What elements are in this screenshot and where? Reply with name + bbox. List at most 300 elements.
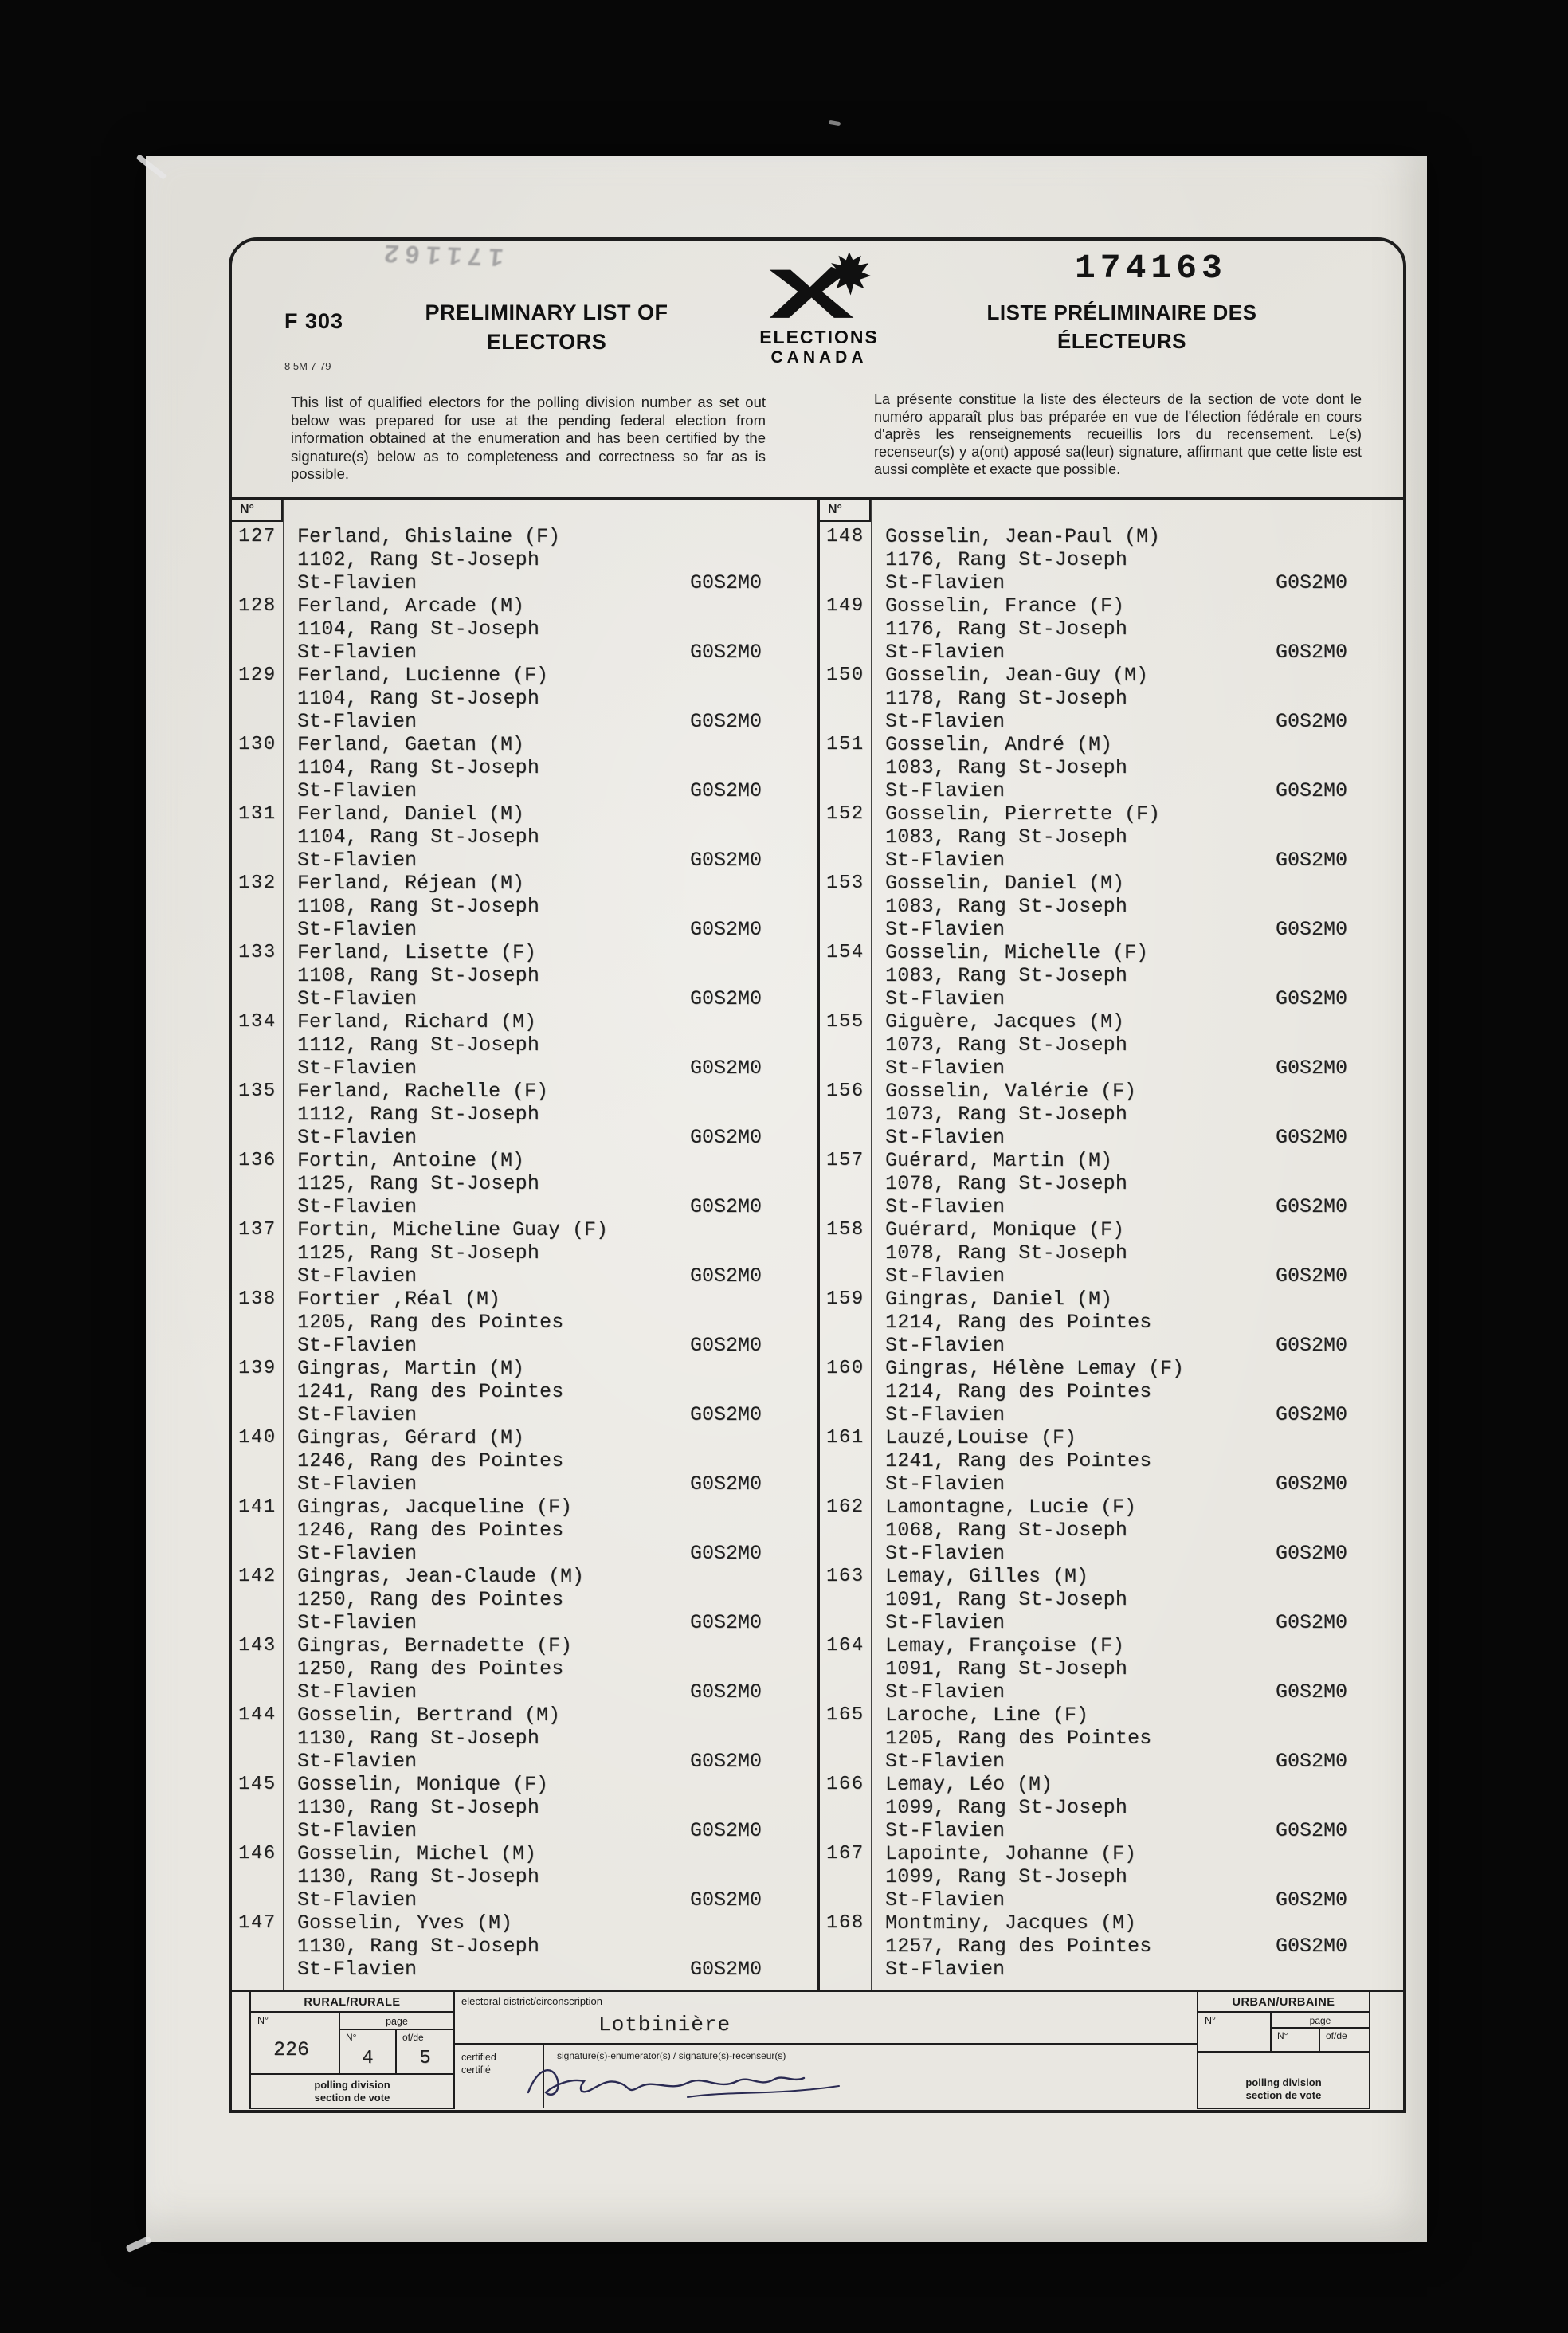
- elector-city: St-Flavien: [297, 710, 417, 733]
- elector-postal: G0S2M0: [1275, 918, 1347, 941]
- elector-address: 1246, Rang des Pointes: [297, 1449, 564, 1472]
- elector-postal: G0S2M0: [1275, 1265, 1347, 1288]
- elector-postal: G0S2M0: [1275, 1888, 1347, 1911]
- urban-page-no-label: N°: [1277, 2030, 1288, 2041]
- rural-polling-line1: polling division: [314, 2079, 390, 2091]
- elector-entry: [820, 525, 1403, 594]
- elector-entry: [820, 1911, 1403, 1981]
- elector-number: 142: [238, 1566, 276, 1587]
- elector-name: Gingras, Hélène Lemay (F): [885, 1357, 1185, 1380]
- elector-number: 159: [826, 1288, 864, 1310]
- elector-entry: [232, 1496, 817, 1565]
- elector-entry: [232, 1634, 817, 1704]
- elector-name: Gingras, Jacqueline (F): [297, 1496, 573, 1519]
- elector-postal: G0S2M0: [1275, 710, 1347, 733]
- elector-postal: G0S2M0: [689, 710, 762, 733]
- elector-postal: G0S2M0: [689, 571, 762, 594]
- rural-page-label: page: [340, 2013, 453, 2030]
- elector-name: Ferland, Ghislaine (F): [297, 525, 561, 548]
- elector-entry: [820, 1357, 1403, 1426]
- rural-page-no-label: N°: [346, 2032, 357, 2043]
- elector-number: 156: [826, 1080, 864, 1102]
- elector-postal: G0S2M0: [1275, 1403, 1347, 1426]
- elector-number: 153: [826, 872, 864, 894]
- urban-polling-line2: section de vote: [1245, 2089, 1322, 2101]
- elector-postal: G0S2M0: [1275, 1472, 1347, 1496]
- elector-entry: [232, 1773, 817, 1842]
- elector-name: Gosselin, Pierrette (F): [885, 802, 1161, 825]
- title-french-line1: LISTE PRÉLIMINAIRE DES: [986, 300, 1257, 324]
- elector-entry: [820, 1634, 1403, 1704]
- elector-city: St-Flavien: [885, 1680, 1005, 1704]
- elector-number: 151: [826, 734, 864, 755]
- elector-entry: [820, 1080, 1403, 1149]
- elector-name: Ferland, Arcade (M): [297, 594, 525, 618]
- elector-city: St-Flavien: [885, 1611, 1005, 1634]
- elector-address: 1130, Rang St-Joseph: [297, 1796, 540, 1819]
- elector-city: St-Flavien: [885, 779, 1005, 802]
- elector-name: Gingras, Gérard (M): [297, 1426, 525, 1449]
- elector-city: St-Flavien: [297, 1057, 417, 1080]
- elector-address: 1083, Rang St-Joseph: [885, 964, 1128, 987]
- elector-city: St-Flavien: [885, 1265, 1005, 1288]
- elector-postal: G0S2M0: [689, 1057, 762, 1080]
- elector-address: 1250, Rang des Pointes: [297, 1588, 564, 1611]
- urban-section: [1197, 1992, 1370, 2109]
- elector-postal: G0S2M0: [689, 1334, 762, 1357]
- elector-postal: G0S2M0: [689, 1265, 762, 1288]
- elector-address: 1102, Rang St-Joseph: [297, 548, 540, 571]
- elector-postal: G0S2M0: [1275, 1935, 1347, 1958]
- urban-polling-line1: polling division: [1245, 2076, 1322, 2088]
- logo-text-line2: CANADA: [770, 348, 868, 367]
- elector-address: 1125, Rang St-Joseph: [297, 1241, 540, 1265]
- elector-postal: G0S2M0: [689, 1680, 762, 1704]
- elector-number: 163: [826, 1566, 864, 1587]
- rural-polling-line2: section de vote: [314, 2092, 390, 2104]
- elector-address: 1214, Rang des Pointes: [885, 1380, 1152, 1403]
- elector-name: Gosselin, Monique (F): [297, 1773, 549, 1796]
- elector-name: Gosselin, Jean-Paul (M): [885, 525, 1161, 548]
- elector-name: Giguère, Jacques (M): [885, 1010, 1125, 1033]
- elector-address: 1112, Rang St-Joseph: [297, 1033, 540, 1057]
- elector-postal: G0S2M0: [1275, 1057, 1347, 1080]
- elector-entry: [820, 1288, 1403, 1357]
- elector-postal: G0S2M0: [689, 1126, 762, 1149]
- rural-page-no-cell: [340, 2030, 397, 2073]
- elector-postal: G0S2M0: [1275, 1611, 1347, 1634]
- certified-line2: certifié: [461, 2064, 491, 2076]
- elector-city: St-Flavien: [297, 1265, 417, 1288]
- elector-name: Gosselin, Michel (M): [297, 1842, 537, 1865]
- elector-entry: [232, 941, 817, 1010]
- elector-entry: [232, 1080, 817, 1149]
- urban-polling-label: [1198, 2051, 1369, 2108]
- elector-address: 1091, Rang St-Joseph: [885, 1657, 1128, 1680]
- enumerator-signature: [517, 2057, 884, 2107]
- rural-number-row: [251, 2013, 453, 2075]
- urban-number-cell: [1198, 2013, 1272, 2051]
- elector-entry: [232, 1842, 817, 1911]
- elector-entry: [232, 594, 817, 664]
- elector-city: St-Flavien: [885, 571, 1005, 594]
- elector-postal: G0S2M0: [1275, 1819, 1347, 1842]
- elector-address: 1214, Rang des Pointes: [885, 1311, 1152, 1334]
- elector-number: 148: [826, 526, 864, 547]
- elector-entry: [820, 1496, 1403, 1565]
- elector-address: 1108, Rang St-Joseph: [297, 895, 540, 918]
- elector-address: 1104, Rang St-Joseph: [297, 825, 540, 849]
- elector-number: 141: [238, 1496, 276, 1518]
- elector-postal: G0S2M0: [1275, 1680, 1347, 1704]
- elector-city: St-Flavien: [297, 1750, 417, 1773]
- elector-number: 143: [238, 1635, 276, 1657]
- intro-paragraph-english: This list of qualified electors for the polling division number as set out below was prepared for use at the pending federal election from information obtained at the enumeration and has been certified by the signature(s) below as to completeness and correctness so far as is possible.: [291, 394, 766, 482]
- urban-no-label: N°: [1205, 2015, 1217, 2026]
- elector-entry: [232, 1911, 817, 1981]
- rural-polling-label: [251, 2075, 453, 2104]
- district-label: electoral district/circonscription: [461, 1995, 603, 2007]
- elector-entry: [232, 1218, 817, 1288]
- elector-address: 1125, Rang St-Joseph: [297, 1172, 540, 1195]
- rural-number-cell: [251, 2013, 340, 2073]
- elector-address: 1250, Rang des Pointes: [297, 1657, 564, 1680]
- urban-page-label: page: [1272, 2013, 1369, 2029]
- urban-page-cell: [1272, 2013, 1369, 2051]
- print-code: 8 5M 7-79: [284, 360, 331, 372]
- form-footer: [232, 1990, 1403, 2110]
- elector-postal: G0S2M0: [1275, 641, 1347, 664]
- elector-postal: G0S2M0: [1275, 1126, 1347, 1149]
- elector-name: Ferland, Lucienne (F): [297, 664, 549, 687]
- elector-city: St-Flavien: [297, 918, 417, 941]
- elector-number: 128: [238, 595, 276, 617]
- elector-number: 140: [238, 1427, 276, 1449]
- elector-name: Gosselin, Bertrand (M): [297, 1704, 561, 1727]
- rural-section: [249, 1992, 455, 2109]
- elector-number: 146: [238, 1843, 276, 1864]
- elector-number: 137: [238, 1219, 276, 1241]
- elector-address: 1104, Rang St-Joseph: [297, 756, 540, 779]
- urban-page-subrow: [1272, 2029, 1369, 2051]
- elector-city: St-Flavien: [297, 1195, 417, 1218]
- elections-canada-logo-icon: [759, 252, 880, 330]
- elector-city: St-Flavien: [885, 987, 1005, 1010]
- elections-canada-logo: [751, 252, 887, 367]
- serial-number: 174163: [1075, 249, 1227, 288]
- elector-name: Ferland, Daniel (M): [297, 802, 525, 825]
- elector-number: 134: [238, 1011, 276, 1033]
- elector-name: Lemay, Léo (M): [885, 1773, 1053, 1796]
- elector-entry: [820, 802, 1403, 872]
- elector-address: 1083, Rang St-Joseph: [885, 895, 1128, 918]
- elector-postal: G0S2M0: [689, 1958, 762, 1981]
- elector-number: 152: [826, 803, 864, 825]
- elector-number: 133: [238, 942, 276, 963]
- elector-name: Gingras, Bernadette (F): [297, 1634, 573, 1657]
- title-english: [399, 298, 694, 357]
- elector-postal: G0S2M0: [1275, 1542, 1347, 1565]
- elector-city: St-Flavien: [885, 1958, 1005, 1981]
- elector-postal: G0S2M0: [1275, 571, 1347, 594]
- elector-postal: G0S2M0: [689, 779, 762, 802]
- faint-serial-stamp: 171162: [377, 237, 506, 271]
- elector-city: St-Flavien: [885, 710, 1005, 733]
- elector-number: 154: [826, 942, 864, 963]
- elector-name: Gosselin, France (F): [885, 594, 1125, 618]
- elector-address: 1241, Rang des Pointes: [885, 1449, 1152, 1472]
- elector-number: 167: [826, 1843, 864, 1864]
- electors-column-left: [232, 500, 817, 1990]
- elector-address: 1112, Rang St-Joseph: [297, 1103, 540, 1126]
- elector-entry: [820, 1149, 1403, 1218]
- elector-entry: [820, 1842, 1403, 1911]
- elector-city: St-Flavien: [885, 1126, 1005, 1149]
- elector-name: Montminy, Jacques (M): [885, 1911, 1137, 1935]
- polling-division-number: 226: [273, 2038, 310, 2061]
- elector-entry: [232, 1704, 817, 1773]
- scan-artifact: [829, 120, 841, 127]
- elector-name: Ferland, Richard (M): [297, 1010, 537, 1033]
- elector-address: 1104, Rang St-Joseph: [297, 687, 540, 710]
- logo-text-line1: ELECTIONS: [759, 327, 879, 347]
- elector-number: 131: [238, 803, 276, 825]
- urban-page-of-label: of/de: [1326, 2030, 1347, 2041]
- title-english-line1: PRELIMINARY LIST OF: [425, 300, 668, 324]
- elector-name: Lapointe, Johanne (F): [885, 1842, 1137, 1865]
- elector-number: 158: [826, 1219, 864, 1241]
- urban-page-no-cell: [1272, 2029, 1320, 2051]
- elector-address: 1099, Rang St-Joseph: [885, 1796, 1128, 1819]
- elector-entry: [820, 941, 1403, 1010]
- rural-no-label: N°: [257, 2015, 269, 2026]
- elector-entry: [232, 1149, 817, 1218]
- elector-name: Gosselin, André (M): [885, 733, 1113, 756]
- elector-city: St-Flavien: [885, 1403, 1005, 1426]
- urban-label: URBAN/URBAINE: [1198, 1992, 1369, 2013]
- elector-name: Gingras, Martin (M): [297, 1357, 525, 1380]
- elector-entry: [232, 1288, 817, 1357]
- elector-number: 129: [238, 665, 276, 686]
- elector-name: Lemay, Gilles (M): [885, 1565, 1089, 1588]
- column-number-header-right: N°: [820, 500, 871, 522]
- elector-entry: [232, 802, 817, 872]
- elector-city: St-Flavien: [297, 1958, 417, 1981]
- elector-number: 157: [826, 1150, 864, 1171]
- title-french: [951, 298, 1293, 355]
- elector-address: 1078, Rang St-Joseph: [885, 1172, 1128, 1195]
- title-french-line2: ÉLECTEURS: [1057, 329, 1186, 353]
- elector-city: St-Flavien: [885, 1888, 1005, 1911]
- elector-number: 168: [826, 1912, 864, 1934]
- elector-name: Lauzé,Louise (F): [885, 1426, 1077, 1449]
- elector-entry: [820, 1704, 1403, 1773]
- elector-address: 1246, Rang des Pointes: [297, 1519, 564, 1542]
- elector-number: 136: [238, 1150, 276, 1171]
- rural-page-of-cell: [397, 2030, 453, 2073]
- elector-entry: [820, 1565, 1403, 1634]
- column-number-header-left: N°: [232, 500, 283, 522]
- elector-name: Lamontagne, Lucie (F): [885, 1496, 1137, 1519]
- elector-name: Gosselin, Jean-Guy (M): [885, 664, 1149, 687]
- elector-number: 160: [826, 1358, 864, 1379]
- elector-postal: G0S2M0: [689, 1819, 762, 1842]
- elector-city: St-Flavien: [297, 779, 417, 802]
- elector-address: 1073, Rang St-Joseph: [885, 1103, 1128, 1126]
- elector-number: 145: [238, 1774, 276, 1795]
- elector-number: 144: [238, 1704, 276, 1726]
- elector-address: 1176, Rang St-Joseph: [885, 548, 1128, 571]
- district-row: [455, 1992, 1197, 2045]
- elector-name: Gingras, Jean-Claude (M): [297, 1565, 585, 1588]
- elector-name: Ferland, Lisette (F): [297, 941, 537, 964]
- elector-postal: G0S2M0: [1275, 779, 1347, 802]
- elector-address: 1130, Rang St-Joseph: [297, 1935, 540, 1958]
- elector-address: 1078, Rang St-Joseph: [885, 1241, 1128, 1265]
- elector-city: St-Flavien: [885, 1334, 1005, 1357]
- elector-postal: G0S2M0: [689, 1542, 762, 1565]
- elector-city: St-Flavien: [297, 1334, 417, 1357]
- rural-page-cell: [340, 2013, 453, 2073]
- elector-postal: G0S2M0: [689, 641, 762, 664]
- elector-city: St-Flavien: [885, 1057, 1005, 1080]
- elector-postal: G0S2M0: [689, 987, 762, 1010]
- elector-entry: [820, 1773, 1403, 1842]
- elector-number: 166: [826, 1774, 864, 1795]
- elector-number: 138: [238, 1288, 276, 1310]
- elector-postal: G0S2M0: [689, 1750, 762, 1773]
- elector-city: St-Flavien: [297, 1680, 417, 1704]
- elector-address: 1176, Rang St-Joseph: [885, 618, 1128, 641]
- elector-postal: G0S2M0: [1275, 1195, 1347, 1218]
- elector-city: St-Flavien: [885, 1472, 1005, 1496]
- elector-address: 1083, Rang St-Joseph: [885, 825, 1128, 849]
- elector-postal: G0S2M0: [689, 849, 762, 872]
- elector-number: 155: [826, 1011, 864, 1033]
- elector-postal: G0S2M0: [689, 918, 762, 941]
- elector-city: St-Flavien: [297, 1611, 417, 1634]
- elector-postal: G0S2M0: [689, 1611, 762, 1634]
- rural-page-subrow: [340, 2030, 453, 2073]
- elector-city: St-Flavien: [885, 1819, 1005, 1842]
- elector-address: 1205, Rang des Pointes: [885, 1727, 1152, 1750]
- elector-address: 1108, Rang St-Joseph: [297, 964, 540, 987]
- elector-entry: [820, 1426, 1403, 1496]
- certified-line1: certified: [461, 2052, 496, 2063]
- elector-address: 1099, Rang St-Joseph: [885, 1865, 1128, 1888]
- elector-city: St-Flavien: [297, 571, 417, 594]
- elector-entry: [232, 1565, 817, 1634]
- elector-number: 135: [238, 1080, 276, 1102]
- elector-entry: [232, 1426, 817, 1496]
- elector-city: St-Flavien: [885, 849, 1005, 872]
- elector-address: 1068, Rang St-Joseph: [885, 1519, 1128, 1542]
- elector-address: 1073, Rang St-Joseph: [885, 1033, 1128, 1057]
- elector-postal: G0S2M0: [689, 1403, 762, 1426]
- elector-entry: [232, 525, 817, 594]
- elector-number: 132: [238, 872, 276, 894]
- urban-number-row: [1198, 2013, 1369, 2051]
- elector-postal: G0S2M0: [689, 1888, 762, 1911]
- elector-city: St-Flavien: [885, 918, 1005, 941]
- certification-row: [455, 2045, 1197, 2108]
- elector-address: 1083, Rang St-Joseph: [885, 756, 1128, 779]
- elector-city: St-Flavien: [297, 1542, 417, 1565]
- elector-entry: [820, 1218, 1403, 1288]
- elector-name: Fortier ,Réal (M): [297, 1288, 501, 1311]
- elector-postal: G0S2M0: [689, 1472, 762, 1496]
- elector-name: Lemay, Françoise (F): [885, 1634, 1125, 1657]
- form-border: [229, 237, 1406, 2113]
- elector-number: 147: [238, 1912, 276, 1934]
- signature-label: signature(s)-enumerator(s) / signature(s)-recenseur(s): [557, 2050, 786, 2061]
- elector-address: 1205, Rang des Pointes: [297, 1311, 564, 1334]
- elector-name: Gosselin, Michelle (F): [885, 941, 1149, 964]
- elector-postal: G0S2M0: [1275, 1334, 1347, 1357]
- electors-column-right: [817, 500, 1403, 1990]
- elector-name: Fortin, Micheline Guay (F): [297, 1218, 609, 1241]
- elector-number: 162: [826, 1496, 864, 1518]
- elector-address: 1130, Rang St-Joseph: [297, 1727, 540, 1750]
- elector-address: 1104, Rang St-Joseph: [297, 618, 540, 641]
- form-header: [232, 241, 1403, 500]
- elector-postal: G0S2M0: [689, 1195, 762, 1218]
- elector-number: 130: [238, 734, 276, 755]
- elector-number: 164: [826, 1635, 864, 1657]
- elector-city: St-Flavien: [297, 987, 417, 1010]
- elector-name: Fortin, Antoine (M): [297, 1149, 525, 1172]
- rural-page-of-label: of/de: [402, 2032, 424, 2043]
- elector-entry: [232, 1357, 817, 1426]
- elector-city: St-Flavien: [297, 641, 417, 664]
- elector-name: Ferland, Réjean (M): [297, 872, 525, 895]
- elector-postal: G0S2M0: [1275, 1750, 1347, 1773]
- elector-city: St-Flavien: [297, 1126, 417, 1149]
- elector-number: 127: [238, 526, 276, 547]
- elector-entry: [232, 872, 817, 941]
- district-section: [455, 1992, 1197, 2109]
- elector-address: 1257, Rang des Pointes: [885, 1935, 1152, 1958]
- elector-number: 165: [826, 1704, 864, 1726]
- electors-list: [232, 500, 1403, 1990]
- elector-city: St-Flavien: [297, 1888, 417, 1911]
- scan-artifact: [126, 2236, 152, 2253]
- intro-paragraph-french: La présente constitue la liste des électeurs de la section de vote dont le numéro apparaît plus bas préparée en vue de l'élection fédérale en cours d'après les renseignements recueillis lors du recensement. Le(s) recenseur(s) y a(ont) apposé sa(leur) signature, affirmant que cette liste est aussi complète et exacte que possible.: [874, 391, 1362, 477]
- elector-number: 139: [238, 1358, 276, 1379]
- elector-name: Ferland, Gaetan (M): [297, 733, 525, 756]
- elector-name: Gosselin, Yves (M): [297, 1911, 513, 1935]
- document-paper: [146, 156, 1427, 2242]
- form-number: F 303: [284, 309, 344, 333]
- elector-number: 161: [826, 1427, 864, 1449]
- elector-entry: [232, 1010, 817, 1080]
- elector-entry: [820, 1010, 1403, 1080]
- elector-city: St-Flavien: [885, 641, 1005, 664]
- elector-city: St-Flavien: [297, 1403, 417, 1426]
- elector-address: 1241, Rang des Pointes: [297, 1380, 564, 1403]
- elector-city: St-Flavien: [885, 1750, 1005, 1773]
- elector-city: St-Flavien: [297, 1819, 417, 1842]
- elector-name: Ferland, Rachelle (F): [297, 1080, 549, 1103]
- page-number-value: 4: [362, 2048, 374, 2069]
- elector-name: Guérard, Monique (F): [885, 1218, 1125, 1241]
- urban-page-of-cell: [1320, 2029, 1369, 2051]
- district-value: Lotbinière: [598, 2013, 731, 2037]
- elector-city: St-Flavien: [885, 1542, 1005, 1565]
- elector-city: St-Flavien: [297, 1472, 417, 1496]
- elector-city: St-Flavien: [297, 849, 417, 872]
- elector-postal: G0S2M0: [1275, 849, 1347, 872]
